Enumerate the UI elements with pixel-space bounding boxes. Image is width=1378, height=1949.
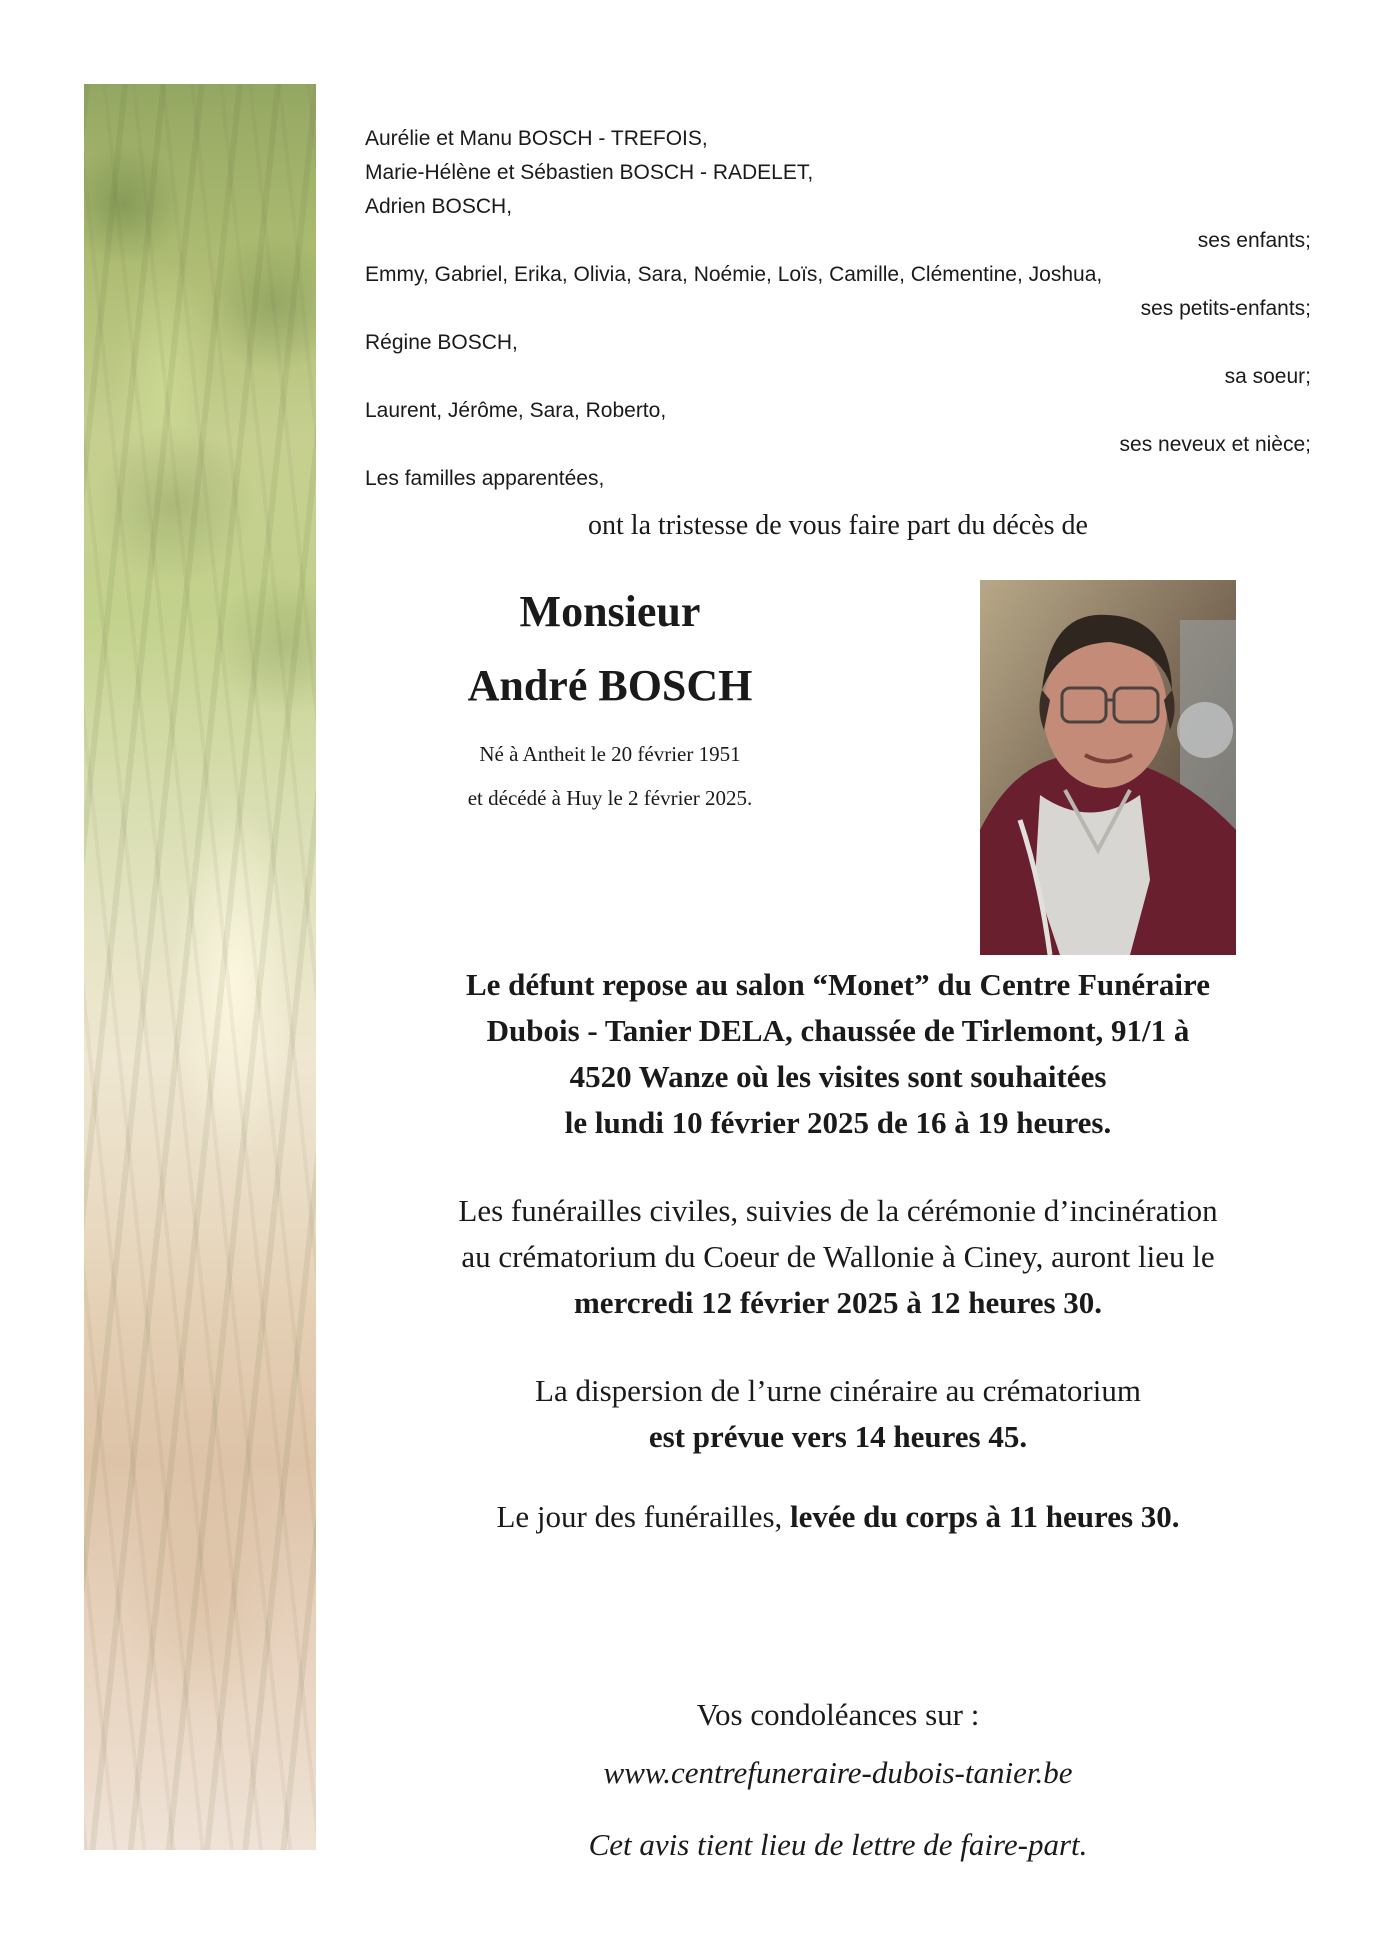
intro-text: ont la tristesse de vous faire part du décès de <box>588 510 1088 541</box>
repose-line: Dubois - Tanier DELA, chaussée de Tirlemont, 91/1 à <box>486 1013 1190 1048</box>
funerailles-date: mercredi 12 février 2025 à 12 heures 30. <box>573 1285 1103 1320</box>
deceased-dates <box>400 732 820 820</box>
family-line: Régine BOSCH, <box>365 331 518 354</box>
family-line: Emmy, Gabriel, Erika, Olivia, Sara, Noémie, Loïs, Camille, Clémentine, Joshua, <box>365 263 1103 286</box>
family-relation: ses petits-enfants; <box>1140 297 1311 320</box>
deceased-block <box>400 580 820 820</box>
family-relation: sa soeur; <box>1224 365 1311 388</box>
portrait-illustration <box>980 580 1236 955</box>
repose-line: 4520 Wanze où les visites sont souhaitées <box>569 1059 1107 1094</box>
deceased-photo <box>980 580 1236 955</box>
forest-path-banner <box>84 84 316 1850</box>
family-line: Marie-Hélène et Sébastien BOSCH - RADELET, <box>365 161 814 184</box>
condolences-block <box>365 1686 1311 1874</box>
family-relation: ses enfants; <box>1197 229 1311 252</box>
death-line: et décédé à Huy le 2 février 2025. <box>467 786 753 810</box>
family-list <box>365 122 1311 496</box>
repose-line: le lundi 10 février 2025 de 16 à 19 heures. <box>564 1105 1112 1140</box>
family-line: Aurélie et Manu BOSCH - TREFOIS, <box>365 127 708 150</box>
faire-part-note: Cet avis tient lieu de lettre de faire-part. <box>588 1827 1088 1862</box>
birth-line: Né à Antheit le 20 février 1951 <box>479 742 741 766</box>
repose-line: Le défunt repose au salon “Monet” du Centre Funéraire <box>466 967 1210 1002</box>
deceased-name: André BOSCH <box>467 661 753 710</box>
ceremony-info <box>365 962 1311 1540</box>
levee-time: levée du corps à 11 heures 30. <box>790 1499 1180 1534</box>
family-line: Laurent, Jérôme, Sara, Roberto, <box>365 399 667 422</box>
condolences-label: Vos condoléances sur : <box>696 1697 980 1732</box>
family-line: Adrien BOSCH, <box>365 195 513 218</box>
dispersion-line: La dispersion de l’urne cinéraire au crématorium <box>535 1373 1141 1408</box>
condolences-url[interactable]: www.centrefuneraire-dubois-tanier.be <box>603 1755 1073 1790</box>
family-relation: ses neveux et nièce; <box>1119 433 1311 456</box>
levee-prefix: Le jour des funérailles, <box>496 1499 791 1534</box>
levee-line <box>365 1494 1311 1540</box>
family-line: Les familles apparentées, <box>365 467 605 490</box>
dispersion-time: est prévue vers 14 heures 45. <box>648 1419 1028 1454</box>
deceased-title: Monsieur <box>519 587 701 636</box>
funerailles-line: au crématorium du Coeur de Wallonie à Ciney, auront lieu le <box>461 1239 1215 1274</box>
funerailles-line: Les funérailles civiles, suivies de la cérémonie d’incinération <box>458 1193 1218 1228</box>
